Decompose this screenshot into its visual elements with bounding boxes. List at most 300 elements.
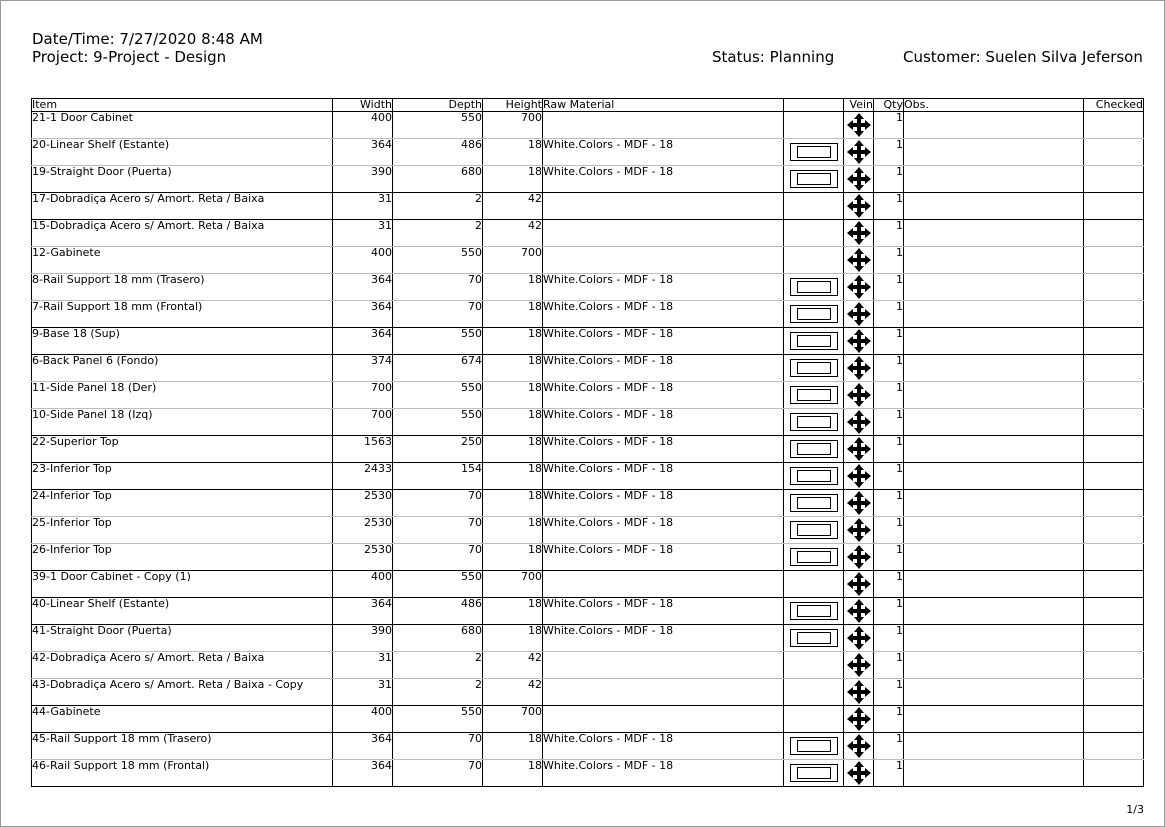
item-depth: 70: [393, 490, 483, 517]
item-name: 26-Inferior Top: [32, 544, 333, 571]
item-width: 400: [333, 247, 393, 274]
item-qty: 1: [874, 679, 904, 706]
item-raw-material: White.Colors - MDF - 18: [543, 382, 784, 409]
vein-cell: [844, 409, 874, 436]
item-obs: [904, 382, 1084, 409]
item-qty: 1: [874, 382, 904, 409]
board-image-cell: [784, 220, 844, 247]
col-checked: Checked: [1084, 99, 1144, 112]
item-depth: 154: [393, 463, 483, 490]
board-outline-icon: [790, 143, 838, 161]
item-depth: 70: [393, 760, 483, 787]
item-raw-material: White.Colors - MDF - 18: [543, 517, 784, 544]
table-row: [32, 625, 1144, 652]
item-qty: 1: [874, 760, 904, 787]
item-obs: [904, 679, 1084, 706]
item-checked: [1084, 328, 1144, 355]
item-height: 18: [483, 598, 543, 625]
item-obs: [904, 490, 1084, 517]
vein-cell: [844, 760, 874, 787]
board-image-cell: [784, 301, 844, 328]
board-image-cell: [784, 166, 844, 193]
item-qty: 1: [874, 706, 904, 733]
item-depth: 680: [393, 166, 483, 193]
item-name: 25-Inferior Top: [32, 517, 333, 544]
col-board-image: [784, 99, 844, 112]
item-depth: 550: [393, 409, 483, 436]
vein-cell: [844, 571, 874, 598]
item-height: 700: [483, 112, 543, 139]
table-row: [32, 706, 1144, 733]
item-qty: 1: [874, 463, 904, 490]
item-width: 1563: [333, 436, 393, 463]
board-image-cell: [784, 598, 844, 625]
col-width: Width: [333, 99, 393, 112]
vein-cell: [844, 706, 874, 733]
item-raw-material: White.Colors - MDF - 18: [543, 328, 784, 355]
vein-cell: [844, 328, 874, 355]
vein-cell: [844, 139, 874, 166]
item-raw-material: White.Colors - MDF - 18: [543, 760, 784, 787]
table-row: [32, 571, 1144, 598]
item-raw-material: White.Colors - MDF - 18: [543, 166, 784, 193]
table-row: [32, 490, 1144, 517]
item-depth: 70: [393, 733, 483, 760]
board-outline-icon: [790, 494, 838, 512]
item-raw-material: White.Colors - MDF - 18: [543, 409, 784, 436]
table-row: [32, 247, 1144, 274]
item-raw-material: [543, 652, 784, 679]
item-width: 390: [333, 166, 393, 193]
move-arrows-icon: [847, 113, 871, 137]
item-height: 18: [483, 625, 543, 652]
board-outline-icon: [790, 413, 838, 431]
board-outline-icon: [790, 440, 838, 458]
item-checked: [1084, 193, 1144, 220]
table-row: [32, 652, 1144, 679]
item-obs: [904, 355, 1084, 382]
item-obs: [904, 571, 1084, 598]
page-number: 1/3: [1126, 803, 1144, 816]
table-row: [32, 760, 1144, 787]
item-width: 364: [333, 760, 393, 787]
item-depth: 2: [393, 220, 483, 247]
col-raw-material: Raw Material: [543, 99, 784, 112]
item-depth: 486: [393, 598, 483, 625]
item-raw-material: [543, 112, 784, 139]
board-image-cell: [784, 517, 844, 544]
item-raw-material: White.Colors - MDF - 18: [543, 733, 784, 760]
board-outline-icon: [790, 629, 838, 647]
item-name: 46-Rail Support 18 mm (Frontal): [32, 760, 333, 787]
vein-cell: [844, 274, 874, 301]
item-raw-material: [543, 571, 784, 598]
item-depth: 550: [393, 571, 483, 598]
item-checked: [1084, 355, 1144, 382]
item-checked: [1084, 733, 1144, 760]
move-arrows-icon: [847, 518, 871, 542]
item-qty: 1: [874, 301, 904, 328]
item-height: 700: [483, 706, 543, 733]
item-obs: [904, 544, 1084, 571]
item-qty: 1: [874, 220, 904, 247]
item-depth: 486: [393, 139, 483, 166]
move-arrows-icon: [847, 275, 871, 299]
table-row: [32, 139, 1144, 166]
move-arrows-icon: [847, 464, 871, 488]
item-height: 42: [483, 679, 543, 706]
item-width: 700: [333, 382, 393, 409]
vein-cell: [844, 733, 874, 760]
item-obs: [904, 193, 1084, 220]
vein-cell: [844, 247, 874, 274]
item-height: 18: [483, 733, 543, 760]
item-width: 2530: [333, 490, 393, 517]
board-image-cell: [784, 544, 844, 571]
item-height: 18: [483, 517, 543, 544]
vein-cell: [844, 544, 874, 571]
item-raw-material: White.Colors - MDF - 18: [543, 490, 784, 517]
item-obs: [904, 706, 1084, 733]
item-qty: 1: [874, 274, 904, 301]
board-image-cell: [784, 274, 844, 301]
item-qty: 1: [874, 409, 904, 436]
item-checked: [1084, 139, 1144, 166]
move-arrows-icon: [847, 734, 871, 758]
vein-cell: [844, 490, 874, 517]
item-checked: [1084, 247, 1144, 274]
board-image-cell: [784, 490, 844, 517]
vein-cell: [844, 517, 874, 544]
vein-cell: [844, 355, 874, 382]
vein-cell: [844, 382, 874, 409]
item-checked: [1084, 652, 1144, 679]
item-checked: [1084, 274, 1144, 301]
item-name: 20-Linear Shelf (Estante): [32, 139, 333, 166]
item-checked: [1084, 382, 1144, 409]
board-image-cell: [784, 382, 844, 409]
item-name: 44-Gabinete: [32, 706, 333, 733]
board-outline-icon: [790, 305, 838, 323]
item-width: 2530: [333, 544, 393, 571]
item-checked: [1084, 490, 1144, 517]
item-checked: [1084, 679, 1144, 706]
item-obs: [904, 652, 1084, 679]
item-depth: 70: [393, 517, 483, 544]
board-image-cell: [784, 247, 844, 274]
item-obs: [904, 733, 1084, 760]
item-height: 18: [483, 166, 543, 193]
item-name: 41-Straight Door (Puerta): [32, 625, 333, 652]
col-obs: Obs.: [904, 99, 1084, 112]
item-raw-material: White.Colors - MDF - 18: [543, 544, 784, 571]
item-qty: 1: [874, 517, 904, 544]
item-obs: [904, 274, 1084, 301]
item-checked: [1084, 625, 1144, 652]
board-image-cell: [784, 733, 844, 760]
item-depth: 2: [393, 193, 483, 220]
item-depth: 2: [393, 652, 483, 679]
move-arrows-icon: [847, 140, 871, 164]
move-arrows-icon: [847, 167, 871, 191]
board-image-cell: [784, 436, 844, 463]
board-image-cell: [784, 139, 844, 166]
item-width: 400: [333, 706, 393, 733]
item-height: 18: [483, 544, 543, 571]
board-outline-icon: [790, 548, 838, 566]
board-outline-icon: [790, 278, 838, 296]
item-name: 24-Inferior Top: [32, 490, 333, 517]
move-arrows-icon: [847, 680, 871, 704]
item-raw-material: [543, 247, 784, 274]
vein-cell: [844, 436, 874, 463]
move-arrows-icon: [847, 653, 871, 677]
item-checked: [1084, 409, 1144, 436]
board-outline-icon: [790, 737, 838, 755]
report-customer: Customer: Suelen Silva Jeferson: [903, 48, 1143, 66]
vein-cell: [844, 301, 874, 328]
item-raw-material: White.Colors - MDF - 18: [543, 436, 784, 463]
item-width: 364: [333, 328, 393, 355]
item-raw-material: [543, 679, 784, 706]
table-row: [32, 301, 1144, 328]
item-width: 400: [333, 112, 393, 139]
item-obs: [904, 166, 1084, 193]
item-checked: [1084, 112, 1144, 139]
item-qty: 1: [874, 193, 904, 220]
item-checked: [1084, 760, 1144, 787]
col-depth: Depth: [393, 99, 483, 112]
item-height: 18: [483, 409, 543, 436]
item-height: 18: [483, 139, 543, 166]
item-depth: 550: [393, 706, 483, 733]
item-obs: [904, 598, 1084, 625]
move-arrows-icon: [847, 437, 871, 461]
item-raw-material: White.Colors - MDF - 18: [543, 274, 784, 301]
table-row: [32, 382, 1144, 409]
move-arrows-icon: [847, 194, 871, 218]
board-image-cell: [784, 328, 844, 355]
item-depth: 70: [393, 274, 483, 301]
table-row: [32, 112, 1144, 139]
item-raw-material: White.Colors - MDF - 18: [543, 463, 784, 490]
item-name: 6-Back Panel 6 (Fondo): [32, 355, 333, 382]
item-width: 31: [333, 679, 393, 706]
item-qty: 1: [874, 571, 904, 598]
item-depth: 550: [393, 328, 483, 355]
item-qty: 1: [874, 625, 904, 652]
vein-cell: [844, 112, 874, 139]
item-obs: [904, 220, 1084, 247]
item-checked: [1084, 598, 1144, 625]
move-arrows-icon: [847, 329, 871, 353]
move-arrows-icon: [847, 221, 871, 245]
item-obs: [904, 463, 1084, 490]
col-qty: Qty: [874, 99, 904, 112]
board-outline-icon: [790, 170, 838, 188]
table-row: [32, 544, 1144, 571]
board-image-cell: [784, 679, 844, 706]
item-name: 11-Side Panel 18 (Der): [32, 382, 333, 409]
table-header-row: [32, 99, 1144, 112]
item-width: 364: [333, 301, 393, 328]
item-width: 364: [333, 733, 393, 760]
vein-cell: [844, 463, 874, 490]
item-name: 19-Straight Door (Puerta): [32, 166, 333, 193]
item-height: 18: [483, 760, 543, 787]
item-height: 42: [483, 193, 543, 220]
item-name: 17-Dobradiça Acero s/ Amort. Reta / Baixa: [32, 193, 333, 220]
item-qty: 1: [874, 436, 904, 463]
item-name: 40-Linear Shelf (Estante): [32, 598, 333, 625]
item-raw-material: [543, 220, 784, 247]
item-obs: [904, 328, 1084, 355]
item-name: 39-1 Door Cabinet - Copy (1): [32, 571, 333, 598]
move-arrows-icon: [847, 491, 871, 515]
item-qty: 1: [874, 598, 904, 625]
report-datetime: Date/Time: 7/27/2020 8:48 AM: [32, 30, 263, 48]
move-arrows-icon: [847, 356, 871, 380]
item-raw-material: White.Colors - MDF - 18: [543, 139, 784, 166]
board-image-cell: [784, 409, 844, 436]
item-checked: [1084, 166, 1144, 193]
item-height: 700: [483, 247, 543, 274]
move-arrows-icon: [847, 248, 871, 272]
report-project: Project: 9-Project - Design: [32, 48, 227, 66]
item-checked: [1084, 301, 1144, 328]
item-obs: [904, 139, 1084, 166]
item-obs: [904, 760, 1084, 787]
vein-cell: [844, 166, 874, 193]
table-row: [32, 166, 1144, 193]
item-depth: 674: [393, 355, 483, 382]
item-depth: 550: [393, 112, 483, 139]
report-status: Status: Planning: [712, 48, 835, 66]
board-image-cell: [784, 760, 844, 787]
table-row: [32, 328, 1144, 355]
table-row: [32, 679, 1144, 706]
board-outline-icon: [790, 332, 838, 350]
item-name: 15-Dobradiça Acero s/ Amort. Reta / Baixa: [32, 220, 333, 247]
move-arrows-icon: [847, 572, 871, 596]
item-width: 364: [333, 139, 393, 166]
item-qty: 1: [874, 733, 904, 760]
item-height: 42: [483, 652, 543, 679]
item-name: 22-Superior Top: [32, 436, 333, 463]
move-arrows-icon: [847, 707, 871, 731]
item-width: 31: [333, 193, 393, 220]
item-name: 21-1 Door Cabinet: [32, 112, 333, 139]
item-name: 45-Rail Support 18 mm (Trasero): [32, 733, 333, 760]
item-name: 42-Dobradiça Acero s/ Amort. Reta / Baixa: [32, 652, 333, 679]
table-row: [32, 517, 1144, 544]
item-width: 2530: [333, 517, 393, 544]
move-arrows-icon: [847, 383, 871, 407]
item-width: 364: [333, 598, 393, 625]
board-image-cell: [784, 625, 844, 652]
item-depth: 70: [393, 544, 483, 571]
item-obs: [904, 517, 1084, 544]
item-raw-material: White.Colors - MDF - 18: [543, 355, 784, 382]
cut-list-table: [31, 98, 1144, 787]
item-checked: [1084, 436, 1144, 463]
item-width: 31: [333, 220, 393, 247]
item-height: 700: [483, 571, 543, 598]
item-qty: 1: [874, 247, 904, 274]
board-outline-icon: [790, 764, 838, 782]
item-height: 18: [483, 436, 543, 463]
table-row: [32, 409, 1144, 436]
item-raw-material: [543, 193, 784, 220]
item-checked: [1084, 544, 1144, 571]
table-row: [32, 193, 1144, 220]
item-raw-material: [543, 706, 784, 733]
board-outline-icon: [790, 467, 838, 485]
item-name: 12-Gabinete: [32, 247, 333, 274]
item-obs: [904, 625, 1084, 652]
table-row: [32, 598, 1144, 625]
vein-cell: [844, 679, 874, 706]
item-obs: [904, 436, 1084, 463]
move-arrows-icon: [847, 599, 871, 623]
item-height: 18: [483, 301, 543, 328]
move-arrows-icon: [847, 545, 871, 569]
item-obs: [904, 301, 1084, 328]
table-row: [32, 463, 1144, 490]
table-row: [32, 733, 1144, 760]
item-name: 8-Rail Support 18 mm (Trasero): [32, 274, 333, 301]
item-obs: [904, 409, 1084, 436]
table-row: [32, 274, 1144, 301]
item-height: 18: [483, 328, 543, 355]
item-qty: 1: [874, 166, 904, 193]
item-height: 18: [483, 382, 543, 409]
item-qty: 1: [874, 112, 904, 139]
item-depth: 70: [393, 301, 483, 328]
board-image-cell: [784, 571, 844, 598]
board-outline-icon: [790, 602, 838, 620]
item-raw-material: White.Colors - MDF - 18: [543, 301, 784, 328]
table-row: [32, 436, 1144, 463]
item-name: 9-Base 18 (Sup): [32, 328, 333, 355]
board-image-cell: [784, 706, 844, 733]
board-image-cell: [784, 193, 844, 220]
vein-cell: [844, 652, 874, 679]
vein-cell: [844, 598, 874, 625]
item-checked: [1084, 517, 1144, 544]
board-image-cell: [784, 112, 844, 139]
move-arrows-icon: [847, 302, 871, 326]
move-arrows-icon: [847, 410, 871, 434]
item-width: 390: [333, 625, 393, 652]
col-height: Height: [483, 99, 543, 112]
move-arrows-icon: [847, 761, 871, 785]
item-height: 18: [483, 274, 543, 301]
item-qty: 1: [874, 544, 904, 571]
item-name: 10-Side Panel 18 (Izq): [32, 409, 333, 436]
item-checked: [1084, 706, 1144, 733]
board-image-cell: [784, 463, 844, 490]
item-checked: [1084, 571, 1144, 598]
item-height: 18: [483, 490, 543, 517]
item-width: 2433: [333, 463, 393, 490]
item-obs: [904, 112, 1084, 139]
item-height: 18: [483, 463, 543, 490]
item-qty: 1: [874, 355, 904, 382]
item-width: 31: [333, 652, 393, 679]
item-checked: [1084, 463, 1144, 490]
board-image-cell: [784, 652, 844, 679]
